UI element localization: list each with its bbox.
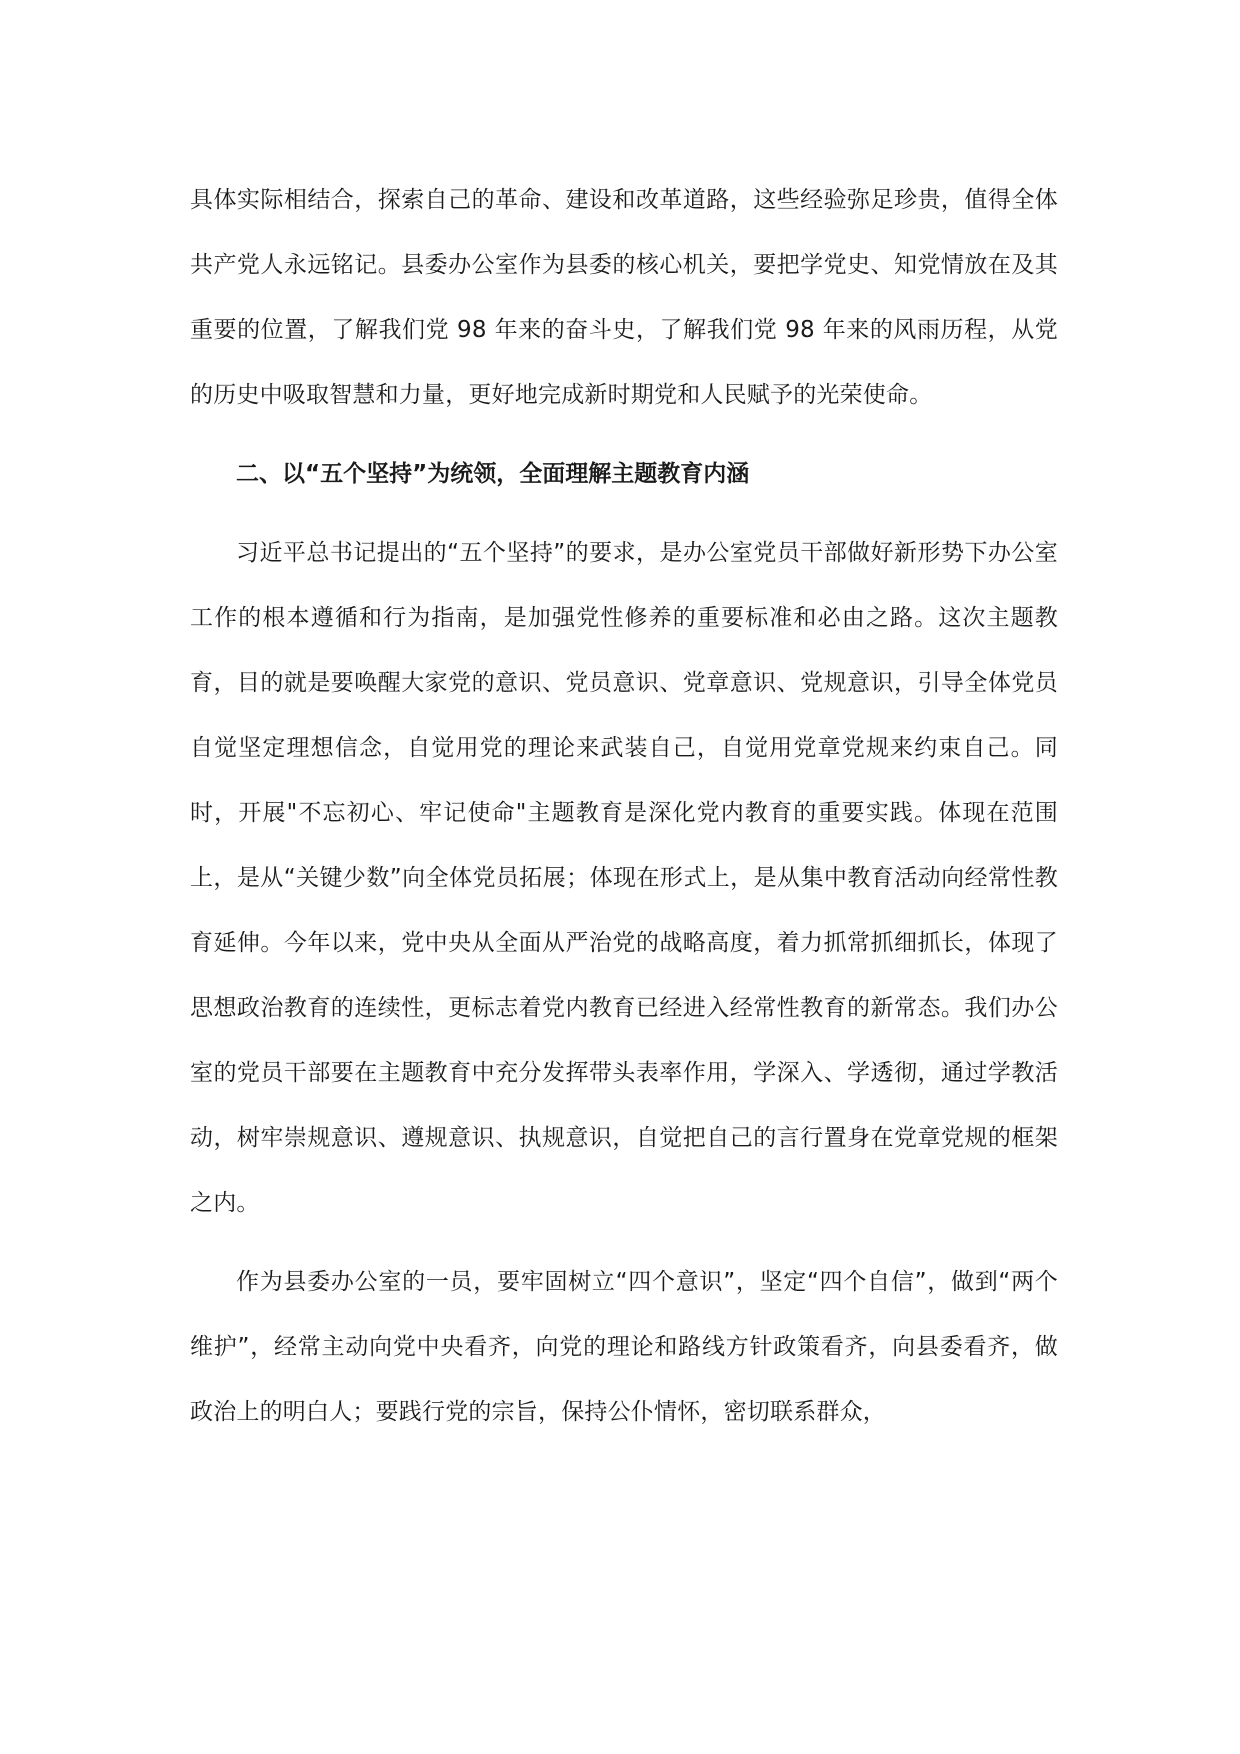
paragraph-spacer [190,1236,1058,1250]
paragraph-spacer [190,507,1058,521]
paragraph-body-2: 作为县委办公室的一员，要牢固树立“四个意识”，坚定“四个自信”，做到“两个维护”，经常主动向党中央看齐，向党的理论和路线方针政策看齐，向县委看齐，做政治上的明白人；要践行党的宗旨，保持公仆情怀，密切联系群众， [190,1269,1058,1425]
paragraph-spacer [190,428,1058,442]
document-body [190,168,1058,1445]
section-heading: 二、以“五个坚持”为统领，全面理解主题教育内涵 [236,461,750,487]
paragraph-continued: 具体实际相结合，探索自己的革命、建设和改革道路，这些经验弥足珍贵，值得全体共产党人永远铭记。县委办公室作为县委的核心机关，要把学党史、知党情放在及其重要的位置，了解我们党 98 年来的奋斗史，了解我们党 98 年来的风雨历程，从党的历史中吸取智慧和力量，更好地完成新时期党和人民赋予的光荣使命。 [190,187,1058,408]
paragraph-body-1: 习近平总书记提出的“五个坚持”的要求，是办公室党员干部做好新形势下办公室工作的根本遵循和行为指南，是加强党性修养的重要标准和必由之路。这次主题教育，目的就是要唤醒大家党的意识、党员意识、党章意识、党规意识，引导全体党员自觉坚定理想信念，自觉用党的理论来武装自己，自觉用党章党规来约束自己。同时，开展"不忘初心、牢记使命"主题教育是深化党内教育的重要实践。体现在范围上，是从“关键少数”向全体党员拓展；体现在形式上，是从集中教育活动向经常性教育延伸。今年以来，党中央从全面从严治党的战略高度，着力抓常抓细抓长，体现了思想政治教育的连续性，更标志着党内教育已经进入经常性教育的新常态。我们办公室的党员干部要在主题教育中充分发挥带头表率作用，学深入、学透彻，通过学教活动，树牢崇规意识、遵规意识、执规意识，自觉把自己的言行置身在党章党规的框架之内。 [190,540,1058,1216]
